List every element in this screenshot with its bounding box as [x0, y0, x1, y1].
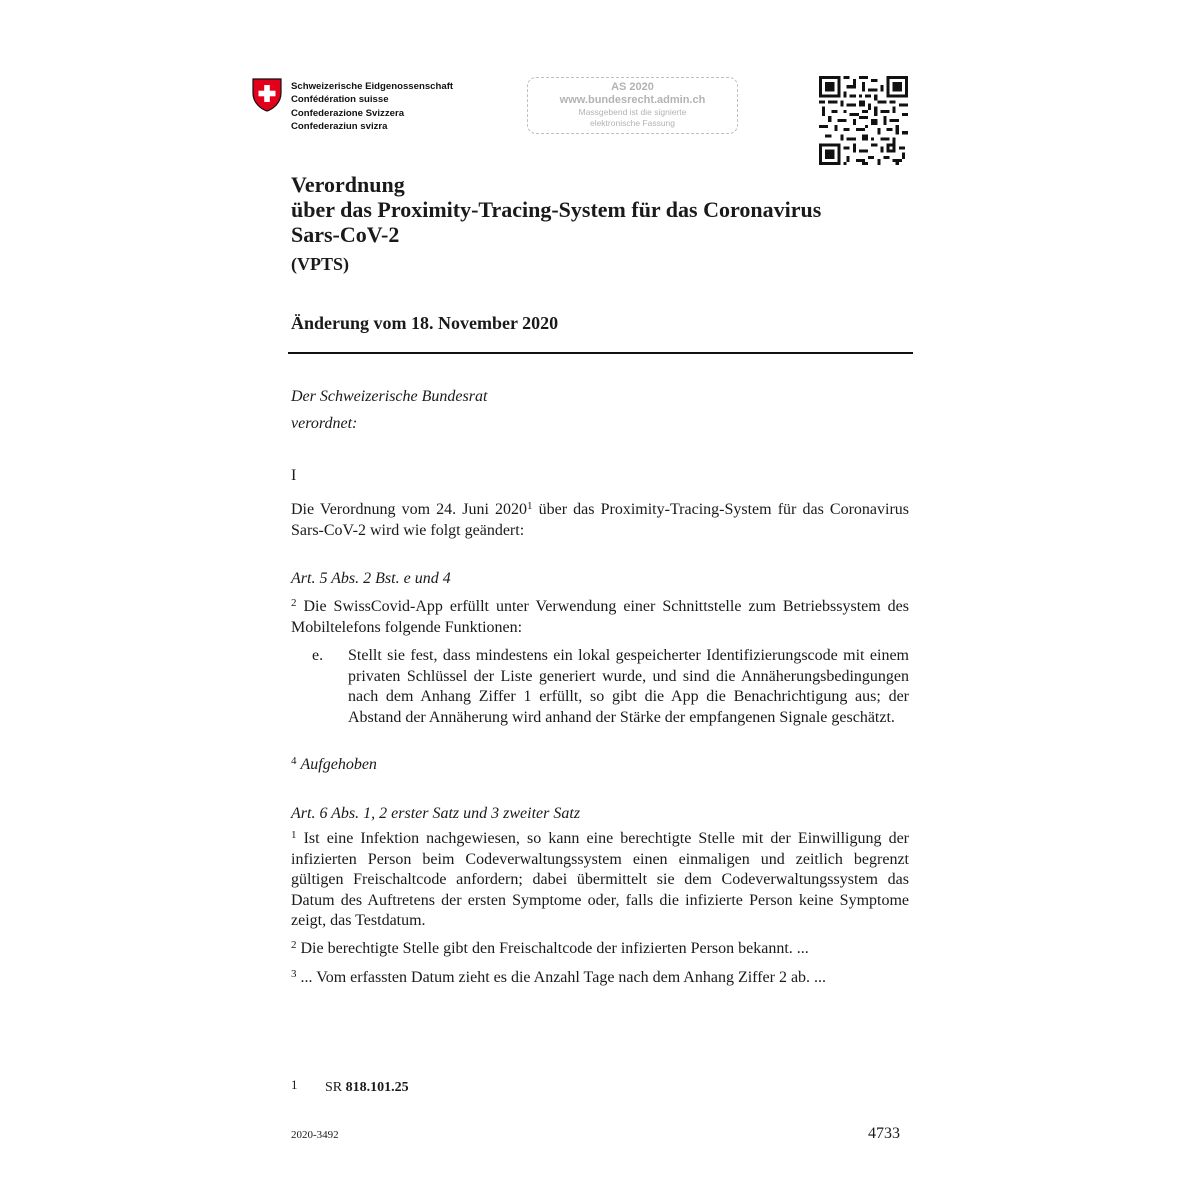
- ordinance-title: [291, 172, 911, 247]
- paragraph-number: 4: [291, 755, 297, 767]
- confederation-name-rm: Confederaziun svizra: [291, 121, 388, 133]
- paragraph-text: Die SwissCovid-App erfüllt unter Verwendung einer Schnittstelle zum Betriebssystem des Mobiltelefons folgende Funktionen:: [291, 598, 909, 636]
- article-6-paragraph-2: [291, 939, 909, 960]
- amendment-statement-end: über das Proximity-Tracing-System für das Coronavirus Sars-CoV-2 wird wie folgt geändert:: [291, 501, 910, 539]
- enacting-verb: verordnet:: [291, 415, 358, 432]
- qr-code-icon: [819, 76, 908, 165]
- confederation-name-de: Schweizerische Eidgenossenschaft: [291, 81, 454, 92]
- swiss-cross-shield-icon: [252, 78, 282, 112]
- article-5-heading: Art. 5 Abs. 2 Bst. e und 4: [291, 570, 451, 587]
- paragraph-text: Ist eine Infektion nachgewiesen, so kann eine berechtigte Stelle mit der Einwilligung der infizierten Person beim Codeverwaltungssystem einen einmaligen und zeitlich begrenzt gültigen Freischaltcode anfordern; dabei übermittelt sie dem Codeverwaltungssystem das Datum des Auftretens der ersten Symptome oder, falls die infizierte Person keine Symptome zeigt, das Testdatum.: [291, 830, 909, 929]
- title-line-3: Sars-CoV-2: [291, 222, 400, 247]
- paragraph-number: 3: [291, 968, 297, 980]
- enacting-authority: Der Schweizerische Bundesrat: [291, 388, 488, 405]
- paragraph-number: 2: [291, 597, 297, 609]
- amendment-date: Änderung vom 18. November 2020: [291, 313, 559, 333]
- confederation-name-fr: Confédération suisse: [291, 94, 389, 106]
- section-numeral: I: [291, 467, 297, 484]
- footnote-prefix: SR: [325, 1080, 346, 1095]
- footnote-text: [325, 1079, 409, 1097]
- amendment-statement: [291, 500, 909, 541]
- paragraph-number: 1: [291, 829, 297, 841]
- repealed-label: Aufgehoben: [300, 756, 377, 773]
- stamp-note-line2: elektronische Fassung: [589, 118, 676, 128]
- amendment-statement-start: Die Verordnung vom 24. Juni 2020: [291, 501, 528, 518]
- stamp-note-line1: Massgebend ist die signierte: [578, 107, 687, 117]
- document-id: 2020-3492: [291, 1129, 339, 1141]
- footnote-reference[interactable]: 1: [527, 500, 533, 512]
- paragraph-number: 2: [291, 939, 297, 951]
- confederation-name-it: Confederazione Svizzera: [291, 107, 405, 119]
- footnote-number: 1: [291, 1077, 298, 1092]
- title-line-1: Verordnung: [291, 172, 405, 197]
- article-5-paragraph-4: [291, 755, 377, 775]
- list-item-letter: e.: [312, 647, 324, 664]
- enacting-clause: [291, 383, 487, 437]
- paragraph-text: ... Vom erfassten Datum zieht es die Anzahl Tage nach dem Anhang Ziffer 2 ab. ...: [296, 969, 827, 986]
- stamp-url: www.bundesrecht.admin.ch: [559, 94, 706, 106]
- article-6-heading: Art. 6 Abs. 1, 2 erster Satz und 3 zweiter Satz: [291, 805, 581, 822]
- footnote-reference-number: 818.101.25: [345, 1080, 409, 1095]
- stamp-collection: AS 2020: [611, 81, 654, 93]
- paragraph-text: Die berechtigte Stelle gibt den Freischaltcode der infizierten Person bekannt. ...: [296, 940, 809, 957]
- page-number: 4733: [868, 1125, 900, 1142]
- ordinance-abbreviation: (VPTS): [291, 254, 349, 274]
- title-divider: [288, 352, 913, 354]
- title-line-2: über das Proximity-Tracing-System für das Coronavirus: [291, 197, 822, 222]
- article-6-paragraph-3: [291, 968, 909, 989]
- article-5-paragraph-2: [291, 597, 909, 638]
- article-6-paragraph-1: [291, 829, 909, 932]
- official-publication-stamp: [527, 77, 738, 134]
- list-item-text: Stellt sie fest, dass mindestens ein lokal gespeicherter Identifizierungscode mit einem privaten Schlüssel der Liste generiert wurde, und sind die Annäherungsbedingungen nach dem Anhang Ziffer 1 erfüllt, so gibt die App die Benachrichtigung aus; der Abstand der Annäherung wird anhand der Stärke der empfangenen Signale geschätzt.: [348, 647, 909, 726]
- confederation-names: [291, 80, 453, 134]
